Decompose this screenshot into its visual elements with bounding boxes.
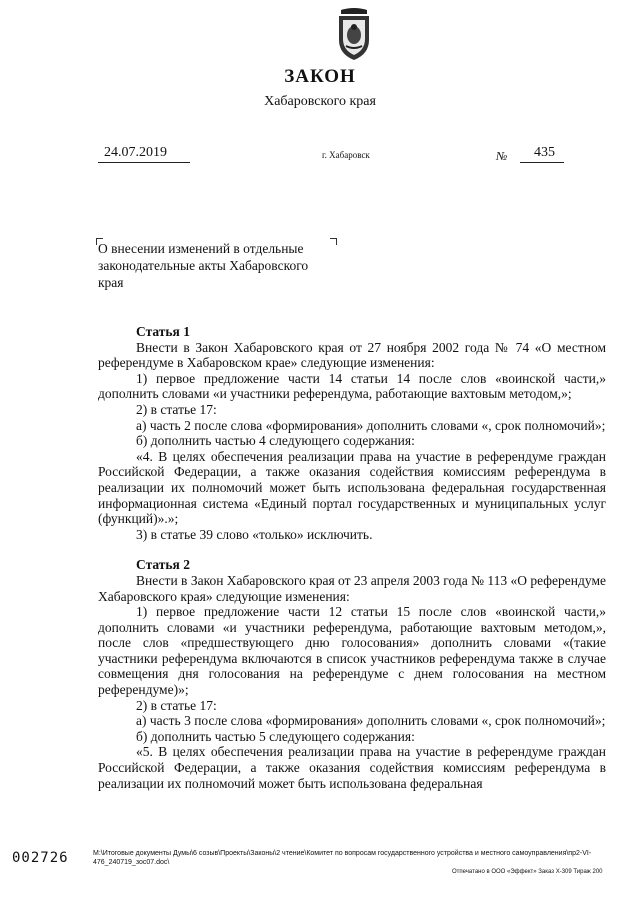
print-info: Отпечатано в ООО «Эффект» Заказ Х-309 Тираж 200 xyxy=(452,869,603,875)
paragraph: «4. В целях обеспечения реализации права на участие в референдуме граждан Российской Федерации, а также оказания содействия комиссиям референдума в реализации их полномочий может быть использована федеральная государственная информационная система «Единый портал государственных и муниципальных услуг (функций)».»; xyxy=(98,448,606,527)
paragraph: 1) первое предложение части 14 статьи 14 после слов «воинской части,» дополнить словами «и участники референдума, работающие вахтовым методом,»; xyxy=(98,370,606,402)
paragraph: «5. В целях обеспечения реализации права на участие в референдуме граждан Российской Федерации, а также оказания содействия комиссиям референдума в реализации их полномочий может быть использована федеральная xyxy=(98,744,606,791)
article-2-heading: Статья 2 xyxy=(136,557,190,573)
paragraph: 3) в статье 39 слово «только» исключить. xyxy=(136,526,373,542)
date-underline xyxy=(98,162,190,163)
document-city: г. Хабаровск xyxy=(322,150,370,160)
document-subtitle: Хабаровского края xyxy=(264,94,376,109)
document-date: 24.07.2019 xyxy=(104,145,167,160)
registration-number: 002726 xyxy=(12,850,69,866)
paragraph: б) дополнить частью 4 следующего содержания: xyxy=(136,433,415,449)
coat-of-arms-emblem xyxy=(333,6,375,62)
paragraph: 2) в статье 17: xyxy=(136,697,217,713)
document-number: 435 xyxy=(534,145,555,160)
paragraph: Внести в Закон Хабаровского края от 23 апреля 2003 года № 113 «О референдуме Хабаровского края» следующие изменения: xyxy=(98,572,606,604)
document-subject: О внесении изменений в отдельные законодательные акты Хабаровского края xyxy=(98,241,309,290)
number-underline xyxy=(520,162,564,163)
paragraph: 1) первое предложение части 12 статьи 15 после слов «воинской части,» дополнить словами «и участники референдума, работающие вахтовым методом,», после слов «предшествующего дню голосования» дополнить словами «(такие участники референдума включаются в список участников референдума также в случае совмещения дня голосования на референдуме с днем голосования на местном референдуме)»; xyxy=(98,604,606,698)
paragraph: а) часть 3 после слова «формирования» дополнить словами «, срок полномочий»; xyxy=(136,713,606,729)
document-title: ЗАКОН xyxy=(284,66,356,87)
paragraph: б) дополнить частью 5 следующего содержания: xyxy=(136,728,415,744)
document-body xyxy=(98,324,606,791)
paragraph: а) часть 2 после слова «формирования» дополнить словами «, срок полномочий»; xyxy=(136,417,606,433)
paragraph: Внести в Закон Хабаровского края от 27 ноября 2002 года № 74 «О местном референдуме в Хабаровском крае» следующие изменения: xyxy=(98,339,606,371)
number-sign: № xyxy=(496,149,508,163)
file-path: М:\Итоговые документы Думы\6 созыв\Проекты\Законы\2 чтение\Комитет по вопросам государственного устройства и местного самоуправления\пр2-VI-476_240719_зос07.doc\ xyxy=(93,850,592,866)
article-1-heading: Статья 1 xyxy=(136,324,190,339)
paragraph: 2) в статье 17: xyxy=(136,401,217,417)
